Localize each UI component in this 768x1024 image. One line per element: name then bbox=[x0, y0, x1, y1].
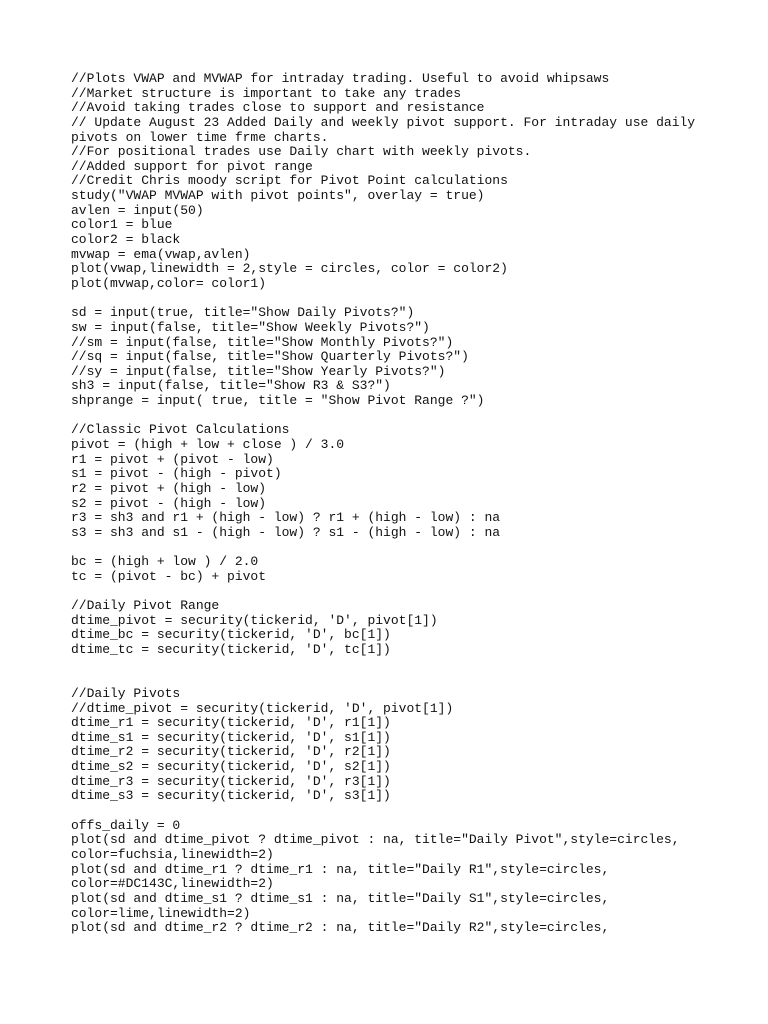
code-line: r3 = sh3 and r1 + (high - low) ? r1 + (high - low) : na bbox=[71, 510, 501, 526]
code-line: dtime_s3 = security(tickerid, 'D', s3[1]) bbox=[71, 788, 391, 804]
code-line: //Added support for pivot range bbox=[71, 158, 313, 174]
code-line: avlen = input(50) bbox=[71, 202, 204, 218]
code-line: color1 = blue bbox=[71, 217, 173, 233]
code-line bbox=[71, 292, 731, 307]
code-line: r2 = pivot + (high - low) bbox=[71, 480, 267, 496]
code-line: plot(sd and dtime_s1 ? dtime_s1 : na, title="Daily S1",style=circles, bbox=[71, 890, 610, 906]
code-line: s1 = pivot - (high - pivot) bbox=[71, 466, 282, 482]
code-line: plot(sd and dtime_r2 ? dtime_r2 : na, title="Daily R2",style=circles, bbox=[71, 920, 610, 936]
code-line: r1 = pivot + (pivot - low) bbox=[71, 451, 274, 467]
code-line: mvwap = ema(vwap,avlen) bbox=[71, 246, 251, 262]
code-line: color=#DC143C,linewidth=2) bbox=[71, 876, 274, 892]
code-line bbox=[71, 658, 731, 673]
code-line: //Credit Chris moody script for Pivot Point calculations bbox=[71, 173, 508, 189]
code-line: dtime_bc = security(tickerid, 'D', bc[1]) bbox=[71, 627, 391, 643]
code-document bbox=[71, 72, 731, 936]
code-line: dtime_r3 = security(tickerid, 'D', r3[1]) bbox=[71, 773, 391, 789]
code-line bbox=[71, 804, 731, 819]
code-line: //For positional trades use Daily chart with weekly pivots. bbox=[71, 144, 532, 160]
code-line: //Daily Pivots bbox=[71, 685, 181, 701]
code-line: pivot = (high + low + close ) / 3.0 bbox=[71, 437, 345, 453]
code-line: //sm = input(false, title="Show Monthly Pivots?") bbox=[71, 334, 454, 350]
code-line: s2 = pivot - (high - low) bbox=[71, 495, 267, 511]
code-line: pivots on lower time frme charts. bbox=[71, 129, 329, 145]
code-line: //Plots VWAP and MVWAP for intraday trading. Useful to avoid whipsaws bbox=[71, 71, 610, 86]
code-line: color=lime,linewidth=2) bbox=[71, 905, 251, 921]
code-line: color2 = black bbox=[71, 232, 181, 248]
code-line: study("VWAP MVWAP with pivot points", overlay = true) bbox=[71, 188, 485, 204]
code-line: // Update August 23 Added Daily and weekly pivot support. For intraday use daily bbox=[71, 114, 696, 130]
code-line: //Classic Pivot Calculations bbox=[71, 422, 290, 438]
code-line: bc = (high + low ) / 2.0 bbox=[71, 554, 259, 570]
code-line: offs_daily = 0 bbox=[71, 817, 181, 833]
code-line: plot(sd and dtime_r1 ? dtime_r1 : na, title="Daily R1",style=circles, bbox=[71, 861, 610, 877]
code-line: dtime_r1 = security(tickerid, 'D', r1[1]) bbox=[71, 715, 391, 731]
code-line: //Market structure is important to take any trades bbox=[71, 85, 462, 101]
code-line: tc = (pivot - bc) + pivot bbox=[71, 568, 267, 584]
code-line: plot(sd and dtime_pivot ? dtime_pivot : na, title="Daily Pivot",style=circles, bbox=[71, 832, 680, 848]
code-line: shprange = input( true, title = "Show Pivot Range ?") bbox=[71, 393, 485, 409]
code-line: sh3 = input(false, title="Show R3 & S3?") bbox=[71, 378, 391, 394]
code-line bbox=[71, 672, 731, 687]
code-line: dtime_tc = security(tickerid, 'D', tc[1]) bbox=[71, 641, 391, 657]
code-line: color=fuchsia,linewidth=2) bbox=[71, 846, 274, 862]
code-line: sw = input(false, title="Show Weekly Pivots?") bbox=[71, 319, 430, 335]
code-line: sd = input(true, title="Show Daily Pivots?") bbox=[71, 305, 415, 321]
code-line: s3 = sh3 and s1 - (high - low) ? s1 - (high - low) : na bbox=[71, 524, 501, 540]
code-line: plot(mvwap,color= color1) bbox=[71, 275, 267, 291]
code-line: //sq = input(false, title="Show Quarterly Pivots?") bbox=[71, 349, 469, 365]
code-line: //sy = input(false, title="Show Yearly Pivots?") bbox=[71, 363, 446, 379]
code-line: dtime_s2 = security(tickerid, 'D', s2[1]) bbox=[71, 759, 391, 775]
code-line bbox=[71, 541, 731, 556]
code-line: //dtime_pivot = security(tickerid, 'D', pivot[1]) bbox=[71, 700, 454, 716]
code-line: //Daily Pivot Range bbox=[71, 598, 220, 614]
code-line: dtime_pivot = security(tickerid, 'D', pivot[1]) bbox=[71, 612, 438, 628]
code-line bbox=[71, 409, 731, 424]
code-line: //Avoid taking trades close to support and resistance bbox=[71, 100, 485, 116]
code-line: dtime_s1 = security(tickerid, 'D', s1[1]) bbox=[71, 729, 391, 745]
code-line: dtime_r2 = security(tickerid, 'D', r2[1]) bbox=[71, 744, 391, 760]
code-line: plot(vwap,linewidth = 2,style = circles, color = color2) bbox=[71, 261, 508, 277]
code-line bbox=[71, 584, 731, 599]
